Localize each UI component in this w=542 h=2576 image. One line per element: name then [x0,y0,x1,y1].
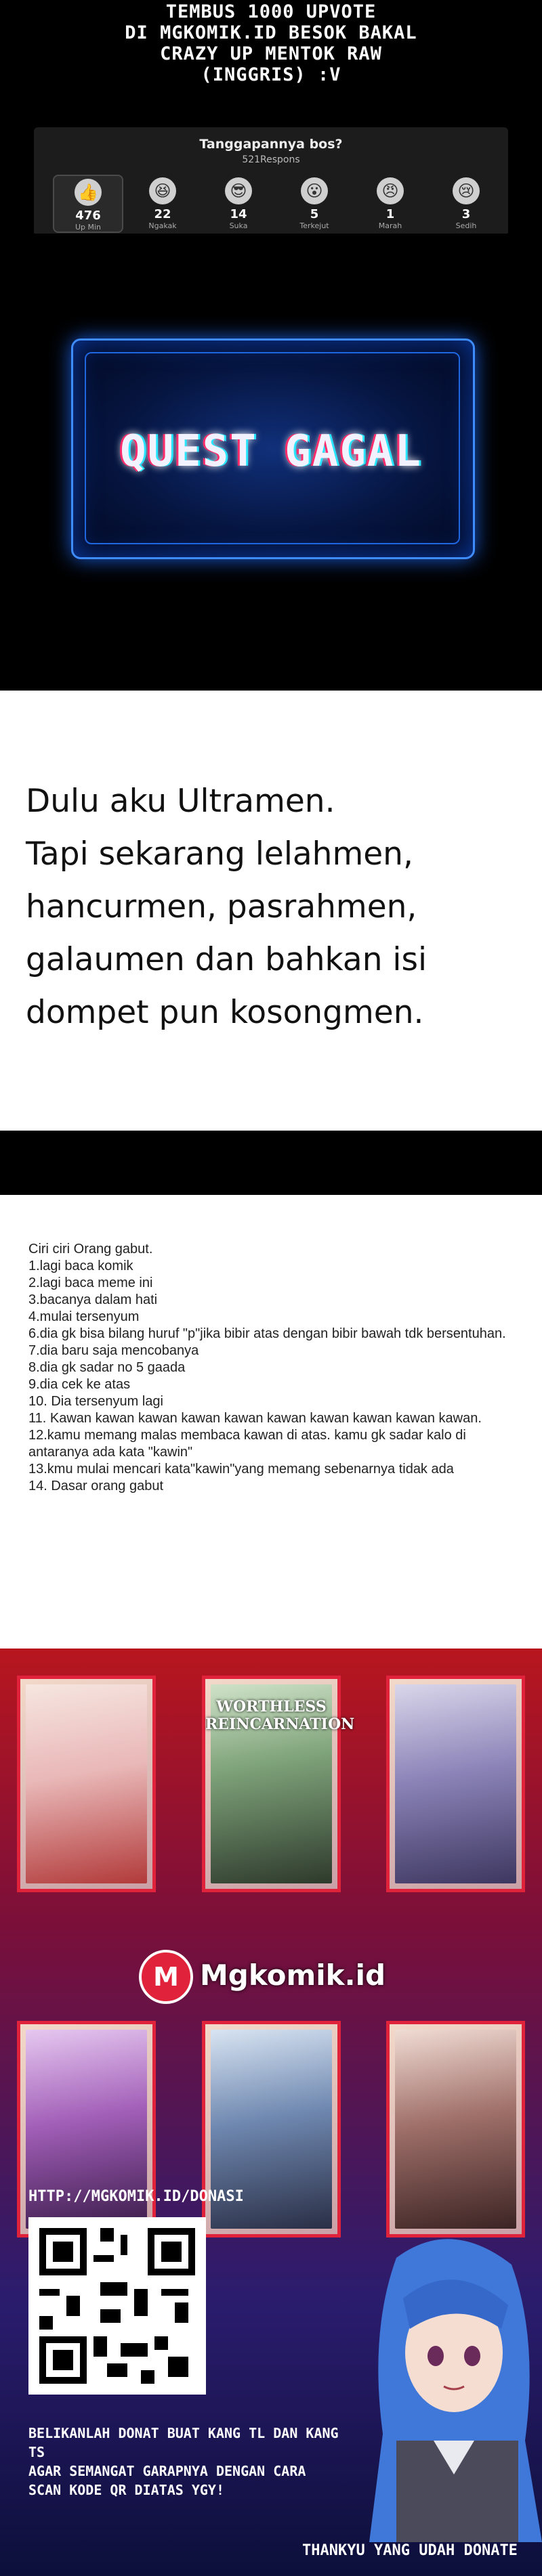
reaction-marah[interactable] [356,175,424,230]
qr-code-graphic [33,2221,202,2391]
quote-line: Dulu aku Ultramen. [26,783,335,820]
reaction-label: Sedih [455,221,477,230]
qr-code-icon[interactable] [28,2217,206,2395]
reaction-sedih[interactable] [432,175,500,230]
thumbnail-art [395,1684,516,1883]
reaction-terkejut[interactable] [280,175,348,230]
list-item: 2.lagi baca meme ini [28,1275,153,1290]
donate-message-line: SCAN KODE QR DIATAS YGY! [28,2482,224,2498]
response-count: 521Respons [242,154,300,165]
thumbnail-art [26,1684,147,1883]
banner-line: (INGGRIS) :V [201,64,341,85]
reaction-count: 5 [310,207,319,221]
list-panel [0,1195,542,1649]
quote-line: Tapi sekarang lelahmen, [26,835,413,873]
reaction-count: 1 [385,207,395,221]
reaction-title: Tanggapannya bos? [199,137,343,152]
mascot-illustration [356,2217,542,2542]
quote-text [26,775,527,1039]
separator-band [0,1131,542,1195]
banner-line: DI MGKOMIK.ID BESOK BAKAL [125,22,417,43]
list-item: 12.kamu memang malas membaca kawan di atas. kamu gk sadar kalo di antaranya ada kata "kawin" [28,1428,466,1460]
laugh-emoji-icon: 😆 [149,177,176,204]
surprised-emoji-icon: 😮 [301,177,328,204]
list-item: 13.kmu mulai mencari kata"kawin"yang memang sebenarnya tidak ada [28,1462,454,1477]
donate-message [28,2424,340,2499]
comic-thumbnail[interactable] [202,2021,341,2237]
quote-line: dompet pun kosongmen. [26,994,424,1031]
quest-panel [0,234,542,691]
comic-thumbnail[interactable] [17,2021,156,2237]
quest-title: QUEST GAGAL [120,427,422,477]
list-item: 1.lagi baca komik [28,1259,133,1273]
list-item: 7.dia baru saja mencobanya [28,1343,199,1358]
mascot-art [356,2217,542,2542]
reaction-label: Ngakak [148,221,177,230]
banner-line: CRAZY UP MENTOK RAW [160,43,382,64]
list-item: 11. Kawan kawan kawan kawan kawan kawan kawan kawan kawan kawan. [28,1411,482,1426]
list-item: 6.dia gk bisa bilang huruf "p"jika bibir atas dengan bibir bawah tdk bersentuhan. [28,1326,506,1341]
donate-message-line: BELIKANLAH DONAT BUAT KANG TL DAN KANG TS [28,2425,339,2460]
donate-url[interactable]: HTTP://MGKOMIK.ID/DONASI [28,2188,244,2205]
list-item: 4.mulai tersenyum [28,1309,140,1324]
list-item: 8.dia gk sadar no 5 gaada [28,1360,186,1375]
banner-line: TEMBUS 1000 UPVOTE [165,1,377,22]
thumbnail-title-line: REINCARNATION [205,1716,355,1733]
reaction-label: Up Min [75,223,102,232]
reaction-label: Marah [378,221,402,230]
sad-emoji-icon: 😢 [453,177,480,204]
reaction-up-min[interactable] [53,175,123,233]
comic-thumbnail[interactable] [202,1676,355,1892]
list-item: 3.bacanya dalam hati [28,1292,158,1307]
reaction-card [34,127,508,236]
quote-line: galaumen dan bahkan isi [26,941,428,978]
reaction-suka[interactable] [205,175,272,230]
thanks-text: THANKYU YANG UDAH DONATE [302,2542,518,2559]
thumbnail-title [205,1698,355,1733]
comic-thumbnail[interactable] [17,1676,156,1892]
logo-text: Mgkomik.id [200,1959,386,1992]
list-item: 14. Dasar orang gabut [28,1479,164,1493]
list-item: 10. Dia tersenyum lagi [28,1394,163,1409]
reaction-count: 22 [154,207,171,221]
list-item: 9.dia cek ke atas [28,1377,131,1392]
quote-line: hancurmen, pasrahmen, [26,888,417,925]
reaction-count: 476 [75,209,101,223]
quote-panel [0,691,542,1131]
site-logo[interactable] [139,1946,403,2007]
donate-message-line: AGAR SEMANGAT GARAPNYA DENGAN CARA [28,2463,306,2479]
reaction-count: 14 [230,207,247,221]
cool-emoji-icon: 😎 [225,177,252,204]
gabut-list [28,1241,523,1495]
thumbnail-art [395,2030,516,2229]
thumbs-up-icon: 👍 [75,179,102,206]
comic-thumbnail[interactable] [386,2021,525,2237]
comic-thumbnail[interactable] [386,1676,525,1892]
reaction-label: Suka [229,221,248,230]
reaction-label: Terkejut [299,221,329,230]
reaction-ngakak[interactable] [129,175,196,230]
thumbnail-title-line: WORTHLESS [216,1698,327,1716]
reaction-count: 3 [461,207,471,221]
logo-icon: M [139,1950,193,2004]
list-item: Ciri ciri Orang gabut. [28,1242,153,1257]
angry-emoji-icon: 😠 [377,177,404,204]
